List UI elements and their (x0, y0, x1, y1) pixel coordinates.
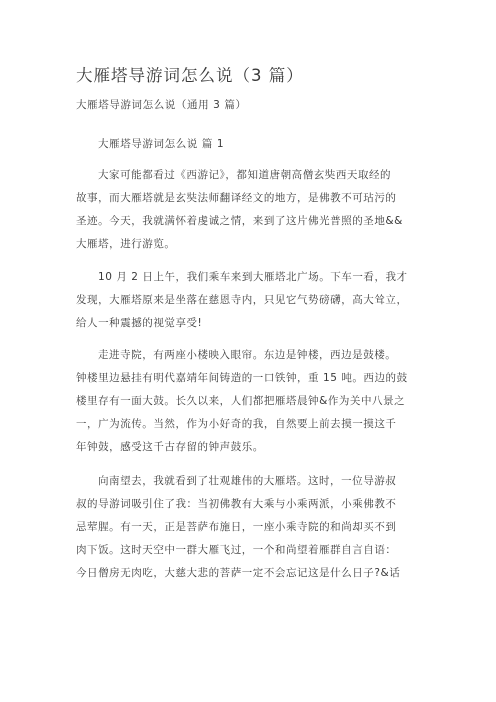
paragraph-2-line-3: 给人一种震撼的视觉享受! (76, 317, 203, 329)
section-heading: 大雁塔导游词怎么说 篇 1 (98, 138, 225, 150)
paragraph-4-line-5: 今日僧房无肉吃，大慈大悲的菩萨一定不会忘记这是什么日子?&话 (76, 567, 401, 579)
document-subtitle: 大雁塔导游词怎么说（通用 3 篇） (76, 99, 247, 111)
paragraph-3-line-5: 年钟鼓，感受这千古存留的钟声鼓乐。 (76, 441, 264, 453)
paragraph-3-line-1: 走进寺院，有两座小楼映入眼帘。东边是钟楼，西边是鼓楼。 (98, 349, 397, 361)
paragraph-3-line-2: 钟楼里边悬挂有明代嘉靖年间铸造的一口铁钟，重 15 吨。西边的鼓 (76, 372, 408, 384)
paragraph-2-line-1: 10 月 2 日上午，我们乘车来到大雁塔北广场。下车一看，我才 (98, 271, 408, 283)
paragraph-4-line-2: 叔的导游词吸引住了我：当初佛教有大乘与小乘两派，小乘佛教不 (76, 498, 397, 510)
document-title: 大雁塔导游词怎么说（3 篇） (76, 66, 304, 85)
paragraph-1-line-3: 圣迹。今天，我就满怀着虔诚之情，来到了这片佛光普照的圣地&& (76, 215, 403, 227)
paragraph-4-line-4: 肉下饭。这时天空中一群大雁飞过，一个和尚望着雁群自言自语： (76, 544, 397, 556)
paragraph-1-line-4: 大雁塔，进行游览。 (76, 238, 176, 250)
paragraph-1-line-2: 故事，而大雁塔就是玄奘法师翻译经文的地方，是佛教不可玷污的 (76, 192, 397, 204)
paragraph-2-line-2: 发现，大雁塔原来是坐落在慈恩寺内，只见它气势磅礴，高大耸立， (76, 294, 408, 306)
paragraph-3-line-3: 楼里存有一面大鼓。长久以来，人们都把雁塔晨钟&作为关中八景之 (76, 395, 406, 407)
paragraph-4-line-3: 忌荤腥。有一天，正是菩萨布施日，一座小乘寺院的和尚却买不到 (76, 521, 397, 533)
paragraph-1-line-1: 大家可能都看过《西游记》，都知道唐朝高僧玄奘西天取经的 (98, 169, 392, 181)
paragraph-3-line-4: 一，广为流传。当然，作为小好奇的我，自然要上前去摸一摸这千 (76, 418, 397, 430)
paragraph-4-line-1: 向南望去，我就看到了壮观雄伟的大雁塔。这时，一位导游叔 (98, 475, 397, 487)
